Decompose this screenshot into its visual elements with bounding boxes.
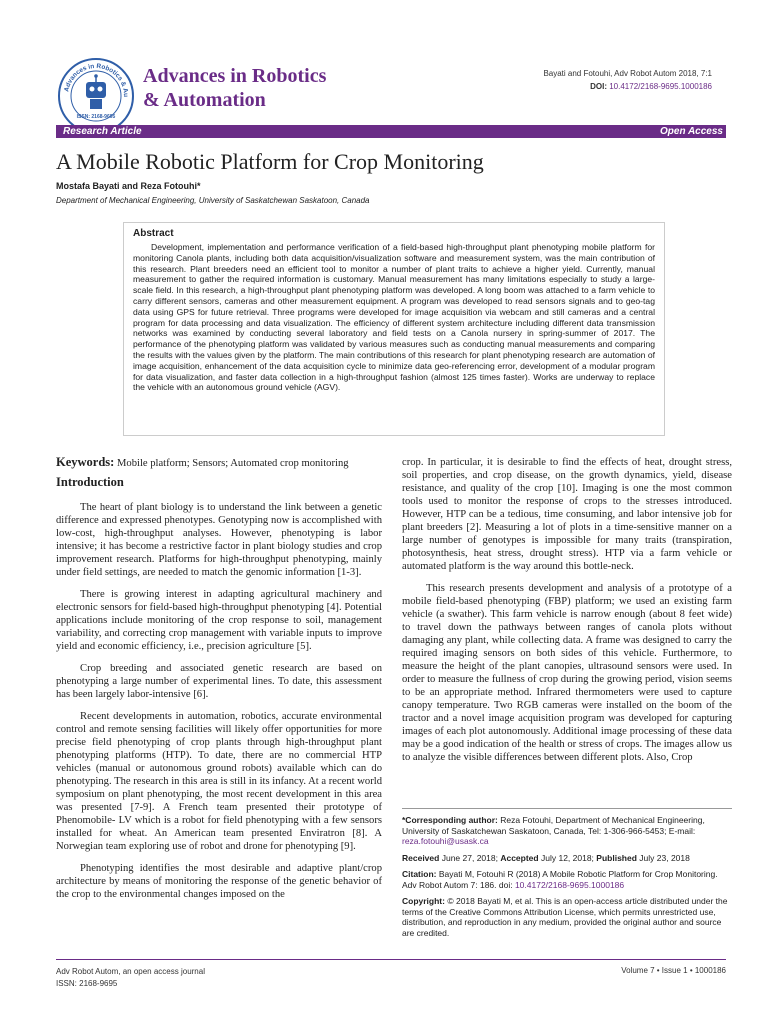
- paragraph: Recent developments in automation, robotics, accurate environmental control and remote sensing facilities will likely offer opportunities for more precise field phenotyping of crop plants through high-throughput plant phenotyping platforms (HTP). To date, there are no commercial HTP vehicles (manual or autonomous ground robots) available which can do phenotyping. The research in this area is still in its infancy. At a recent world symposium on plant phenotyping, the most recent development in this area was presented [7-9]. A French team presented their prototype of Phenomobile- LV which is a robot for field phenotyping with a few sensors installed for wheat. An American team presented Enviratron [8]. A Norwegian team exploring use of robot and drone for phenotyping [9].: [56, 711, 382, 852]
- open-access-label: Open Access: [660, 126, 723, 137]
- citation-note: [402, 869, 732, 890]
- received-date: June 27, 2018;: [441, 852, 498, 863]
- footer-divider: [56, 959, 726, 960]
- paper-title: A Mobile Robotic Platform for Crop Monitoring: [56, 149, 484, 174]
- abstract-heading: Abstract: [133, 228, 174, 239]
- dates: [402, 853, 732, 864]
- abstract-box: [123, 222, 665, 436]
- abstract-text: Development, implementation and performance verification of a field-based high-throughput plant phenotyping mobile platform for monitoring Canola plants, including both data acquisition/visualization software and measurement system, was the main contribution of this research. Plant breeders need an efficient tool to monitor a number of plant traits to achieve a higher yield. Currently, manual measurement to gather the required information is customary. Manual measurement has many limitations especially to study a large-scale field. In this research, a high-throughput plant phenotyping platform was developed. A long boom was attached to a farm vehicle to carry different sensors, cameras and other measurement equipment. A program was developed to read sensors signals and to geo-tag data using GPS for future retrieval. Three programs were developed for image acquisition via webcam and still cameras and a central program for data processing and data visualization. The efficiency of different system architecture including different data transmission networks was examined by conducting several laboratory and field tests on a Canola nursery in spring-summer of 2017. The performance of the phenotyping platform was validated by various measures such as conducting manual measurements and comparing the results with the values given by the platform. The main contributions of this research for plant phenotyping research are automation of image acquisition, enhancement of the data acquisition cycle to minimize data geo-referencing error, development of a modular program for data visualization, and faster data collection in a high-throughput fashion (almost 125 times faster). Works are underway to replace the vehicle with an autonomous ground vehicle (AGV).: [133, 242, 655, 393]
- journal-title-line2: & Automation: [143, 89, 266, 111]
- header-citation: [543, 67, 712, 93]
- paragraph: The heart of plant biology is to understand the link between a genetic difference and expressed phenotypes. Genotyping now is accomplished with low-cost, high-throughput analyses. However, phenotyping is labor intensive; it has become a restrictive factor in plant biology studies and crop improvement research. Platforms for high-throughput phenotyping, mainly under field settings, are needed to match the genomic information [1-3].: [56, 502, 382, 578]
- logo-issn: ISSN: 2168-9695: [76, 114, 116, 120]
- corresponding-label: *Corresponding author:: [402, 815, 498, 825]
- footnote: [402, 808, 732, 944]
- citation-doi-link[interactable]: 10.4172/2168-9695.1000186: [514, 879, 625, 890]
- doi-label: DOI:: [590, 82, 607, 91]
- left-column: [56, 456, 382, 910]
- paragraph: Crop breeding and associated genetic research are based on phenotyping a large number of experimental lines. To date, this assessment has been largely labor-intensive [6].: [56, 663, 382, 700]
- footer-journal: Adv Robot Autom, an open access journal: [56, 967, 205, 976]
- received-label: Received: [402, 852, 440, 863]
- accepted-date: July 12, 2018;: [540, 852, 594, 863]
- footer-left: [56, 966, 205, 990]
- email-link[interactable]: reza.fotouhi@usask.ca: [402, 836, 489, 846]
- journal-logo: [56, 56, 136, 136]
- article-type-bar: [56, 125, 726, 138]
- corresponding-author: [402, 815, 732, 847]
- citation-text: Bayati M, Fotouhi R (2018) A Mobile Robotic Platform for Crop Monitoring. Adv Robot Autom 7: 186. doi:: [402, 869, 718, 890]
- published-label: Published: [596, 852, 637, 863]
- footer-volume: Volume 7 • Issue 1 • 1000186: [621, 966, 726, 975]
- keywords: [56, 456, 382, 470]
- copyright-label: Copyright:: [402, 896, 445, 906]
- paragraph: crop. In particular, it is desirable to find the effects of heat, drought stress, soil properties, and crop disease, on the growth dynamics, yield, disease resistance, and quality of the crop [10]. Imaging is one the most common tools used to monitor the response of crops to the stresses introduced. However, HTP can be a tedious, time consuming, and labor intensive job for plant breeders [2]. Measuring a lot of plots in a time-sensitive manner on a large number of genotypes is impossible for many traits (transpiration, photosynthesis, heat stress, drought stress). HTP via a farm vehicle or automated platform is the way around this bottle-neck.: [402, 457, 732, 572]
- journal-title: [143, 64, 326, 112]
- copyright-text: © 2018 Bayati M, et al. This is an open-access article distributed under the terms of the Creative Commons Attribution License, which permits unrestricted use, distribution, and reproduction in any medium, provided the original author and source are credited.: [402, 896, 728, 938]
- journal-title-line1: Advances in Robotics: [143, 65, 327, 87]
- footer-issn: ISSN: 2168-9695: [56, 979, 118, 988]
- corresponding-text: Reza Fotouhi, Department of Mechanical Engineering, University of Saskatchewan Saskatoon, Canada, Tel: 1-306-966-5453; E-mail:: [402, 815, 705, 836]
- logo-ring-text: Advances in Robotics & Au: [63, 62, 130, 98]
- accepted-label: Accepted: [500, 852, 539, 863]
- right-column: [402, 456, 732, 773]
- keywords-text: Mobile platform; Sensors; Automated crop monitoring: [116, 458, 349, 469]
- paragraph: Phenotyping identifies the most desirable and adaptive plant/crop architecture by means of monitoring the response of the genetic behavior of the crop to the environmental changes imposed on the: [56, 863, 382, 900]
- authors: Mostafa Bayati and Reza Fotouhi*: [56, 181, 201, 191]
- keywords-label: Keywords:: [56, 455, 115, 469]
- introduction-heading: Introduction: [56, 475, 124, 489]
- paragraph: This research presents development and analysis of a prototype of a mobile field-based phenotyping (FBP) platform; we used an existing farm vehicle (a swather). This farm vehicle is narrow enough (about 8 feet wide) to travel down the pathways between ranges of canola plots without damaging any plant, while collecting data. A frame was designed to carry the required imaging sensors on both sides of this vehicle. Furthermore, to measure the height of the plant canopies, ultrasound sensors were used. In order to measure the fullness of crop during the growing period, vision seems to be an appropriate method. Infrared thermometers were used to capture canopy temperature. Two RGB cameras were installed on the boom of the tractor and a novel image acquisition program was developed for capturing images of each plot autonomously. Additional image processing of these data may be a good indication of the health or stress of crops. The images allow us to analyze the visible differences between different plots. Also, Crop: [402, 583, 732, 763]
- paragraph: There is growing interest in adapting agricultural machinery and electronic sensors for field-based high-throughput phenotyping [4]. Potential applications include monitoring of the crop response to soil, management variability, and correcting crop management with variable inputs to improve yield and economic efficiency, i.e., precision agriculture [5].: [56, 589, 382, 652]
- doi-link[interactable]: 10.4172/2168-9695.1000186: [609, 82, 712, 91]
- copyright-note: [402, 896, 732, 938]
- affiliation: Department of Mechanical Engineering, University of Saskatchewan Saskatoon, Canada: [56, 196, 370, 205]
- published-date: July 23, 2018: [639, 852, 690, 863]
- citation-label: Citation:: [402, 869, 437, 879]
- header-citation-text: Bayati and Fotouhi, Adv Robot Autom 2018, 7:1: [543, 69, 712, 78]
- research-article-label: Research Article: [63, 126, 142, 137]
